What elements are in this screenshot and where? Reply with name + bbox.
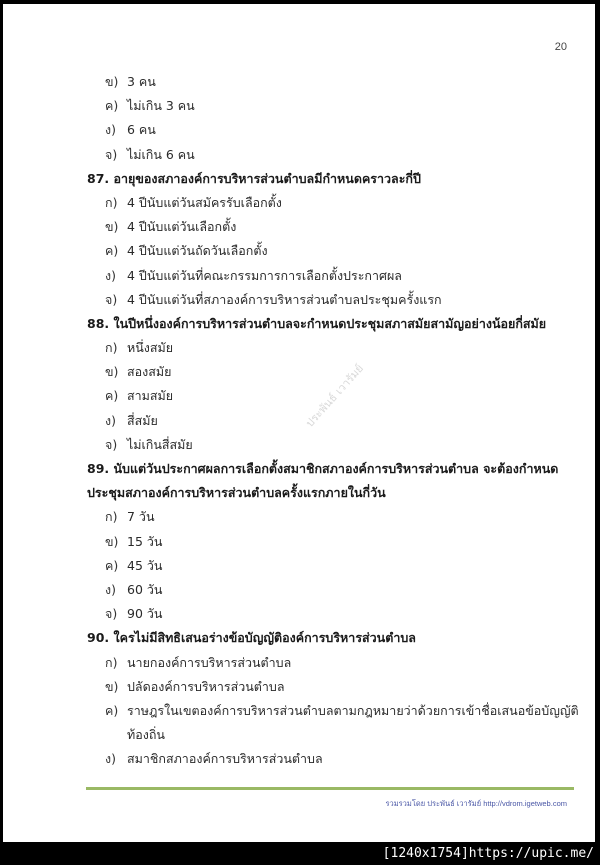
option-text: ราษฎรในเขตองค์การบริหารส่วนตำบลตามกฎหมายว่าด้วยการเข้าชื่อเสนอข้อบัญญัติ (127, 702, 579, 718)
option-text: 60 วัน (127, 581, 163, 597)
option-item (87, 384, 587, 408)
option-item (87, 699, 587, 723)
option-item (87, 675, 587, 699)
option-item (87, 70, 587, 94)
option-text: 4 ปีนับแต่วันที่สภาองค์การบริหารส่วนตำบลประชุมครั้งแรก (127, 291, 442, 307)
option-item (87, 554, 587, 578)
option-marker: ง) (105, 122, 116, 138)
option-marker: ข) (105, 364, 119, 380)
option-item (87, 94, 587, 118)
option-text: 3 คน (127, 74, 156, 89)
option-marker: ง) (105, 751, 116, 767)
option-item (87, 651, 587, 675)
option-item (87, 288, 587, 312)
option-marker: ค) (105, 557, 119, 573)
option-text: สมาชิกสภาองค์การบริหารส่วนตำบล (127, 751, 323, 767)
option-marker: ข) (105, 533, 119, 549)
option-text: 4 ปีนับแต่วันสมัครรับเลือกตั้ง (127, 194, 282, 210)
option-text: สองสมัย (127, 364, 172, 380)
option-marker: จ) (105, 606, 118, 622)
option-item (87, 239, 587, 263)
question-88-title: 88. ในปีหนึ่งองค์การบริหารส่วนตำบลจะกำหนดประชุมสภาสมัยสามัญอย่างน้อยกี่สมัย (87, 315, 547, 331)
footer-credit: รวมรวมโดย ประพันธ์ เวารัมย์ http://vdrom.igetweb.com (385, 799, 567, 808)
question-89-title: 89. นับแต่วันประกาศผลการเลือกตั้งสมาชิกสภาองค์การบริหารส่วนตำบล จะต้องกำหนด (87, 461, 559, 476)
option-marker: ง) (105, 412, 116, 428)
option-marker: ค) (105, 388, 119, 404)
option-marker: ข) (105, 219, 119, 235)
question-87-title: 87. อายุของสภาองค์การบริหารส่วนตำบลมีกำหนดคราวละกี่ปี (87, 170, 421, 186)
option-text: 6 คน (127, 122, 156, 138)
option-text: 4 ปีนับแต่วันถัดวันเลือกตั้ง (127, 243, 268, 259)
option-marker: ก) (105, 654, 118, 670)
option-item (87, 336, 587, 360)
question-90-title: 90. ใครไม่มีสิทธิเสนอร่างข้อบัญญัติองค์การบริหารส่วนตำบล (87, 630, 416, 646)
option-item (87, 143, 587, 167)
option-marker: ก) (105, 509, 118, 525)
option-text: ไม่เกินสี่สมัย (127, 436, 193, 452)
page-number: 20 (554, 41, 567, 53)
footer-divider (86, 787, 574, 790)
option-marker: ก) (105, 194, 118, 210)
option-item (87, 433, 587, 457)
option-text: นายกองค์การบริหารส่วนตำบล (127, 654, 292, 670)
option-text: หนึ่งสมัย (127, 340, 174, 356)
option-marker: ข) (105, 678, 119, 694)
option-text: ไม่เกิน 3 คน (127, 98, 195, 114)
option-text: ไม่เกิน 6 คน (127, 146, 195, 162)
option-item (87, 360, 587, 384)
option-marker: ก) (105, 340, 118, 356)
option-marker: ค) (105, 702, 119, 718)
watermark: ประพันธ์ เวารัมย์ (303, 361, 367, 430)
option-item (87, 409, 587, 433)
document-page (3, 4, 595, 842)
option-item (87, 191, 587, 215)
option-item (87, 578, 587, 602)
option-item (87, 215, 587, 239)
option-marker: จ) (105, 146, 118, 162)
option-item (87, 505, 587, 529)
option-marker: ง) (105, 581, 116, 597)
option-text: ปลัดองค์การบริหารส่วนตำบล (127, 678, 285, 694)
option-text: สามสมัย (127, 388, 174, 404)
option-text: 90 วัน (127, 606, 163, 622)
option-item (87, 530, 587, 554)
question-list (87, 70, 587, 771)
option-marker: ค) (105, 98, 119, 114)
option-marker: จ) (105, 291, 118, 307)
option-item (87, 602, 587, 626)
option-item (87, 118, 587, 142)
option-text: 4 ปีนับแต่วันเลือกตั้ง (127, 219, 237, 235)
image-host-tag: [1240x1754]https://upic.me/ (382, 846, 594, 861)
option-item (87, 747, 587, 771)
option-text: สี่สมัย (127, 412, 158, 428)
option-text: 15 วัน (127, 533, 163, 549)
option-text: 4 ปีนับแต่วันที่คณะกรรมการการเลือกตั้งประกาศผล (127, 267, 402, 283)
option-text: 45 วัน (127, 557, 163, 573)
option-marker: ง) (105, 267, 116, 283)
option-marker: ข) (105, 74, 119, 89)
question-89-title-cont: ประชุมสภาองค์การบริหารส่วนตำบลครั้งแรกภายในกี่วัน (87, 485, 386, 501)
option-marker: ค) (105, 243, 119, 259)
option-marker: จ) (105, 436, 118, 452)
option-text: 7 วัน (127, 509, 155, 525)
option-item (87, 264, 587, 288)
option-text-continuation: ท้องถิ่น (127, 727, 165, 743)
option-item-continuation (87, 723, 587, 747)
